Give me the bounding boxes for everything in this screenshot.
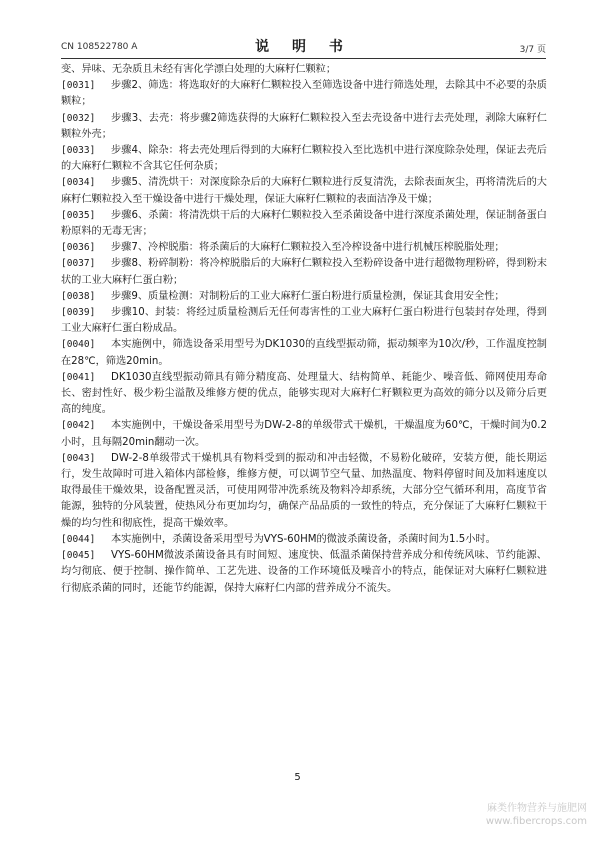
patent-number: CN 108522780 A [61, 42, 138, 52]
paragraph-text: VYS-60HM微波杀菌设备具有时间短、速度快、低温杀菌保持营养成分和传统风味、节约能源、均匀彻底、便于控制、操作简单、工艺先进、设备的工作环境低及噪音小的特点，能保证对大麻籽仁颗粒进行彻底杀菌的同时，还能节约能源，保持大麻籽仁内部的营养成分不流失。 [61, 550, 547, 594]
paragraph-number: [0036] [61, 242, 96, 254]
paragraph [61, 305, 547, 337]
site-watermark [447, 802, 587, 828]
paragraph-text: DK1030直线型振动筛具有筛分精度高、处理量大、结构简单、耗能少、噪音低、筛网使用寿命长、密封性好、极少粉尘溢散及维修方便的优点，能够实现对大麻籽仁籽颗粒更为高效的筛分以及筛分后更高的纯度。 [61, 371, 547, 416]
paragraph-number: [0039] [61, 307, 96, 319]
paragraph-number: [0038] [61, 290, 96, 302]
paragraph [61, 208, 547, 240]
paragraph [61, 175, 547, 207]
paragraph-text: 步骤6、杀菌：将清洗烘干后的大麻籽仁颗粒投入至杀菌设备中进行深度杀菌处理，保证制备蛋白粉原料的无毒无害； [61, 209, 547, 238]
paragraph-text: 步骤7、冷榨脱脂：将杀菌后的大麻籽仁颗粒投入至冷榨设备中进行机械压榨脱脂处理； [111, 242, 505, 254]
paragraph [61, 240, 547, 256]
paragraph [61, 337, 547, 369]
paragraph [61, 418, 547, 450]
paragraph-number: [0042] [61, 420, 96, 432]
paragraph [61, 111, 547, 143]
paragraph-text: 步骤4、除杂：将去壳处理后得到的大麻籽仁颗粒投入至比选机中进行深度除杂处理，保证去壳后的大麻籽仁颗粒不含其它任何杂质； [61, 145, 547, 173]
paragraph-text: DW-2-8单级带式干燥机具有物料受到的振动和冲击轻微，不易粉化破碎，安装方便，能长期运行，发生故障时可进入箱体内部检修，维修方便，可以调节空气量、加热温度、物料停留时间及加料速度以取得最佳干燥效果，设备配置灵活，可使用网带冲洗系统及物料冷却系统，大部分空气循环利用，高度节省能源，独特的分风装置，使热风分布更加均匀，确保产品品质的一致性的特点，充分保证了大麻籽仁颗粒干燥的均匀性和彻底性，提高干燥效率。 [61, 452, 547, 529]
paragraph [61, 78, 547, 110]
paragraph-text: 本实施例中，干燥设备采用型号为DW-2-8的单级带式干燥机，干燥温度为60℃，干燥时间为0.2小时，且每隔20min翻动一次。 [61, 420, 547, 448]
paragraph-text: 步骤2、筛选：将选取好的大麻籽仁颗粒投入至筛选设备中进行筛选处理，去除其中不必要的杂质颗粒； [61, 80, 547, 108]
paragraph-number: [0032] [61, 112, 96, 124]
paragraph [61, 451, 547, 532]
paragraph [61, 370, 547, 419]
page-number: 5 [294, 772, 301, 783]
paragraph-number: [0033] [61, 145, 96, 157]
paragraph [61, 289, 547, 305]
paragraph-number: [0031] [61, 80, 96, 92]
paragraph-text: 步骤8、粉碎制粉：将冷榨脱脂后的大麻籽仁颗粒投入至粉碎设备中进行超微物理粉碎，得到粉末状的工业大麻籽仁蛋白粉； [61, 258, 547, 286]
document-title: 说 明 书 [255, 39, 352, 55]
watermark-site-name: 麻类作物营养与施肥网 [487, 803, 587, 814]
paragraph-text: 本实施例中，筛选设备采用型号为DK1030的直线型振动筛，振动频率为10次/秒，工作温度控制在28℃，筛选20min。 [61, 339, 547, 367]
paragraph-number: [0035] [61, 209, 96, 221]
watermark-url: www.fibercrops.com [485, 816, 587, 827]
paragraph-number: [0043] [61, 452, 96, 464]
paragraph [61, 143, 547, 175]
paragraph-text: 本实施例中，杀菌设备采用型号为VYS-60HM的微波杀菌设备，杀菌时间为1.5小时。 [111, 533, 496, 545]
paragraph-text: 步骤9、质量检测：对制粉后的工业大麻籽仁蛋白粉进行质量检测，保证其食用安全性； [111, 290, 505, 302]
paragraph [61, 532, 547, 548]
paragraph-text: 步骤3、去壳：将步骤2筛选获得的大麻籽仁颗粒投入至去壳设备中进行去壳处理，剥除大麻籽仁颗粒外壳； [61, 112, 547, 140]
document-body [61, 62, 547, 597]
paragraph-number: [0037] [61, 258, 96, 270]
page-header [61, 36, 546, 59]
page-indicator: 3/7 页 [519, 45, 546, 55]
paragraph-text: 步骤10、封装：将经过质量检测后无任何毒害性的工业大麻籽仁蛋白粉进行包装封存处理，得到工业大麻籽仁蛋白粉成品。 [61, 307, 547, 335]
paragraph-number: [0044] [61, 533, 96, 545]
paragraph-text: 步骤5、清洗烘干：对深度除杂后的大麻籽仁颗粒进行反复清洗，去除表面灰尘，再将清洗后的大麻籽仁颗粒投入至干燥设备中进行干燥处理，保证大麻籽仁颗粒的表面洁净及干燥； [61, 177, 547, 205]
paragraph [61, 548, 547, 597]
paragraph-number: [0041] [61, 371, 96, 383]
paragraph-number: [0040] [61, 339, 96, 351]
continuation-line: 变、异味、无杂质且未经有害化学漂白处理的大麻籽仁颗粒； [61, 64, 337, 75]
paragraph [61, 256, 547, 288]
paragraph-number: [0045] [61, 550, 96, 562]
paragraph-number: [0034] [61, 177, 96, 189]
